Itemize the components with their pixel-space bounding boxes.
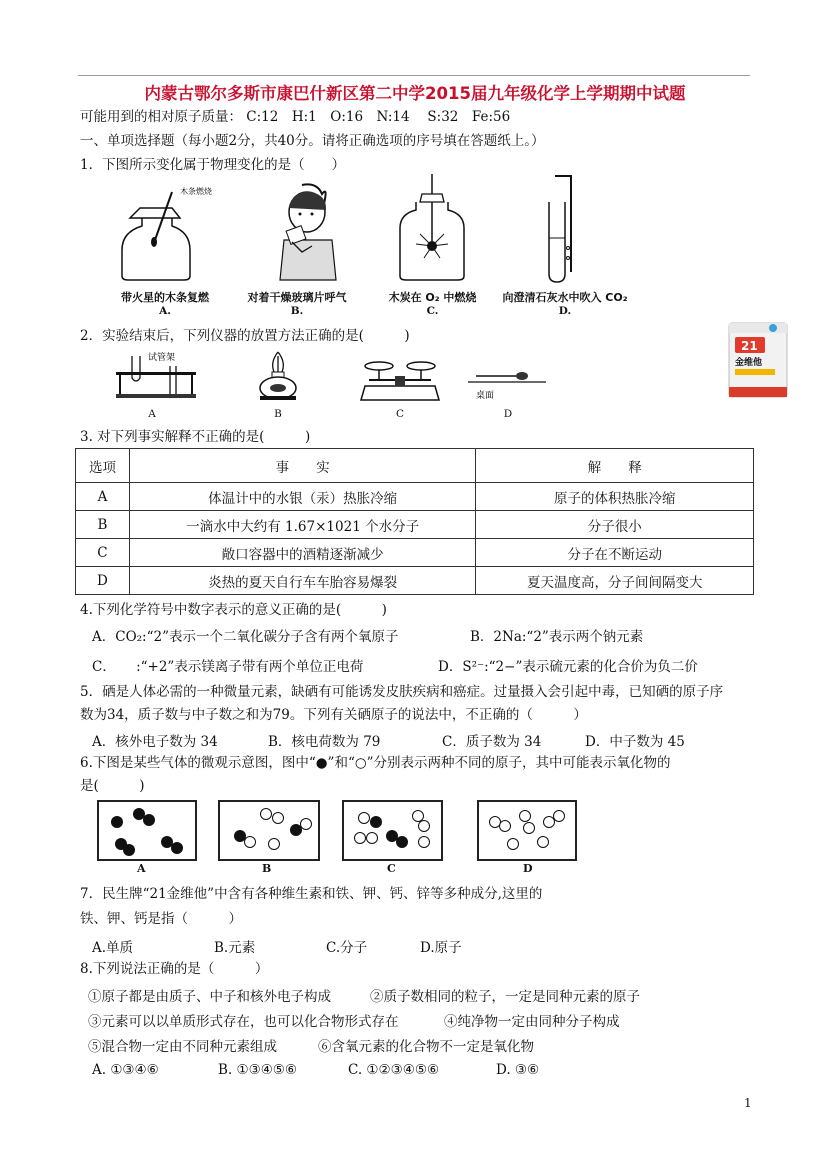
- charcoal-burning-jar-icon: [370, 172, 495, 285]
- page-number: 1: [744, 1096, 752, 1110]
- q6-box-d: [477, 800, 577, 861]
- table-row: [76, 567, 754, 595]
- table-cell: 一滴水中大约有 1.67×1021 个水分子: [129, 511, 476, 539]
- q4-option-a: A．CO₂:“2”表示一个二氧化碳分子含有两个氧原子: [92, 629, 399, 645]
- desk-label: 桌面: [476, 391, 495, 401]
- q1-caption-a: 带火星的木条复燃: [121, 291, 209, 304]
- table-cell: 夏天温度高，分子间间隔变大: [476, 567, 754, 595]
- q1-letter-a: A.: [159, 305, 171, 317]
- wood-label: 木条燃烧: [180, 187, 212, 196]
- vitamin-box-icon: [727, 321, 789, 399]
- white-atom: [272, 812, 284, 824]
- q8-statement-3: ③元素可以以单质形式存在，也可以化合物形式存在: [88, 1014, 399, 1030]
- q8-statement-5: ⑤混合物一定由不同种元素组成: [88, 1039, 277, 1055]
- vitamin-name-text: 金维他: [735, 358, 763, 368]
- q6-letter-c: C: [387, 862, 396, 875]
- white-atom: [553, 810, 565, 822]
- q1-figure-c: [370, 172, 495, 317]
- col-header-explanation: 解 释: [476, 449, 754, 483]
- q1-caption-b: 对着干燥玻璃片呼气: [247, 291, 347, 304]
- q3-table: [75, 448, 754, 595]
- q7-option-a: A.单质: [92, 940, 134, 956]
- table-cell: 炎热的夏天自行车车胎容易爆裂: [129, 567, 476, 595]
- header-rule: [78, 75, 750, 76]
- q1-figure-d: [495, 172, 635, 317]
- q7-line2: 铁、钾、钙是指（ ）: [80, 911, 242, 927]
- q7-line1: 7．民生牌“21金维他”中含有各种维生素和铁、钾、钙、锌等多种成分,这里的: [80, 886, 543, 902]
- exam-title: 内蒙古鄂尔多斯市康巴什新区第二中学2015届九年级化学上学期期中试题: [144, 84, 686, 103]
- q8-option-a: A. ①③④⑥: [92, 1062, 159, 1078]
- section-heading: 一、单项选择题（每小题2分，共40分。请将正确选项的序号填在答题纸上。）: [80, 133, 545, 149]
- q6-letter-d: D: [523, 862, 533, 875]
- q1-letter-b: B.: [290, 305, 304, 317]
- q6-box-b: [218, 800, 320, 861]
- q8-statement-6: ⑥含氧元素的化合物不一定是氧化物: [318, 1039, 534, 1055]
- test-tube-rack-icon: [102, 348, 202, 404]
- black-atom: [396, 836, 408, 848]
- rack-label: 试管架: [148, 353, 176, 363]
- q1-letter-c: C.: [426, 305, 439, 317]
- q8-statement-2: ②质子数相同的粒子，一定是同种元素的原子: [370, 989, 640, 1005]
- black-atom: [370, 816, 382, 828]
- q5-option-c: C．质子数为 34: [442, 734, 542, 750]
- table-cell: D: [76, 567, 130, 595]
- table-cell: 分子很小: [476, 511, 754, 539]
- white-atom: [537, 836, 549, 848]
- q6-letter-a: A: [137, 862, 146, 875]
- white-atom: [300, 818, 312, 830]
- q1-stem: 1．下图所示变化属于物理变化的是（ ）: [80, 157, 346, 173]
- table-cell: B: [76, 511, 130, 539]
- table-cell: A: [76, 483, 130, 511]
- table-cell: 原子的体积热胀冷缩: [476, 483, 754, 511]
- table-cell: C: [76, 539, 130, 567]
- q5-option-a: A．核外电子数为 34: [92, 734, 218, 750]
- table-row: [76, 511, 754, 539]
- q2-stem: 2．实验结束后，下列仪器的放置方法正确的是( ): [80, 328, 410, 344]
- white-atom: [418, 820, 430, 832]
- q4-option-b: B．2Na:“2”表示两个钠元素: [470, 629, 644, 645]
- q7-option-c: C.分子: [326, 940, 368, 956]
- q8-option-c: C. ①②③④⑤⑥: [348, 1062, 440, 1078]
- girl-breathing-icon: [232, 180, 362, 285]
- q5-option-b: B．核电荷数为 79: [268, 734, 381, 750]
- q7-option-b: B.元素: [214, 940, 256, 956]
- q2-letter-a: A: [148, 408, 156, 420]
- q5-line2: 数为34，质子数与中子数之和为79。下列有关硒原子的说法中，不正确的（ ）: [80, 707, 587, 723]
- table-cell: 体温计中的水银（汞）热胀冷缩: [129, 483, 476, 511]
- q2-figure-d: [468, 360, 548, 420]
- q7-option-d: D.原子: [420, 940, 462, 956]
- q6-letter-b: B: [262, 862, 272, 875]
- white-atom: [366, 832, 378, 844]
- table-row: [76, 539, 754, 567]
- q4-option-d: D．S²⁻:“2−”表示硫元素的化合价为负二价: [438, 659, 698, 675]
- white-atom: [358, 812, 370, 824]
- q1-figure-a: [100, 180, 230, 317]
- col-header-option: 选项: [76, 449, 130, 483]
- test-tube-blow-icon: [495, 172, 635, 285]
- q8-option-b: B. ①③④⑤⑥: [218, 1062, 298, 1078]
- q4-option-c: C． :“+2”表示镁离子带有两个单位正电荷: [92, 659, 364, 675]
- q8-option-d: D. ③⑥: [496, 1062, 540, 1078]
- white-atom: [260, 808, 272, 820]
- vitamin-box-image: [727, 321, 789, 399]
- q6-box-a: [97, 800, 197, 861]
- q8-statement-4: ④纯净物一定由同种分子构成: [444, 1014, 620, 1030]
- white-atom: [519, 810, 531, 822]
- q2-letter-c: C: [395, 408, 405, 420]
- black-atom: [171, 842, 183, 854]
- black-atom: [111, 816, 123, 828]
- balance-scale-icon: [355, 352, 445, 404]
- q3-stem: 3. 对下列事实解释不正确的是( ): [80, 429, 311, 445]
- q1-caption-d: 向澄清石灰水中吹入 CO₂: [502, 291, 628, 304]
- q6-line1: 6.下图是某些气体的微观示意图，图中“●”和“○”分别表示两种不同的原子，其中可能表示氧化物的: [80, 755, 671, 771]
- black-atom: [123, 844, 135, 856]
- dropper-on-desk-icon: [468, 360, 548, 404]
- q5-line1: 5．硒是人体必需的一种微量元素，缺硒有可能诱发皮肤疾病和癌症。过量摄入会引起中毒，已知硒的原子序: [80, 684, 724, 700]
- q1-caption-c: 木炭在 O₂ 中燃烧: [388, 291, 477, 304]
- vitamin-brand-text: 21: [741, 339, 758, 353]
- table-cell: 分子在不断运动: [476, 539, 754, 567]
- white-atom: [244, 836, 256, 848]
- table-header-row: [76, 449, 754, 483]
- white-atom: [418, 836, 430, 848]
- q2-letter-b: B: [274, 408, 282, 420]
- q2-figure-b: [238, 348, 318, 420]
- alcohol-lamp-icon: [238, 348, 318, 404]
- q1-figure-b: [232, 180, 362, 317]
- white-atom: [268, 838, 280, 850]
- q6-line2: 是( ): [80, 778, 145, 794]
- q6-box-c: [342, 800, 443, 861]
- white-atom: [507, 838, 519, 850]
- q4-stem: 4.下列化学符号中数字表示的意义正确的是( ): [80, 602, 387, 618]
- q2-figure-a: [102, 348, 202, 420]
- table-row: [76, 483, 754, 511]
- col-header-fact: 事 实: [129, 449, 476, 483]
- atomic-mass-line: 可能用到的相对原子质量： C:12 H:1 O:16 N:14 S:32 Fe:56: [80, 109, 511, 125]
- q2-letter-d: D: [503, 408, 513, 420]
- q1-letter-d: D.: [558, 305, 572, 317]
- q5-option-d: D．中子数为 45: [585, 734, 685, 750]
- black-atom: [143, 814, 155, 826]
- q8-statement-1: ①原子都是由质子、中子和核外电子构成: [88, 989, 331, 1005]
- q8-stem: 8.下列说法正确的是（ ）: [80, 961, 269, 977]
- table-cell: 敞口容器中的酒精逐渐减少: [129, 539, 476, 567]
- white-atom: [354, 832, 366, 844]
- white-atom: [523, 822, 535, 834]
- white-atom: [499, 820, 511, 832]
- q2-figure-c: [355, 352, 445, 420]
- jar-splint-icon: [100, 180, 230, 285]
